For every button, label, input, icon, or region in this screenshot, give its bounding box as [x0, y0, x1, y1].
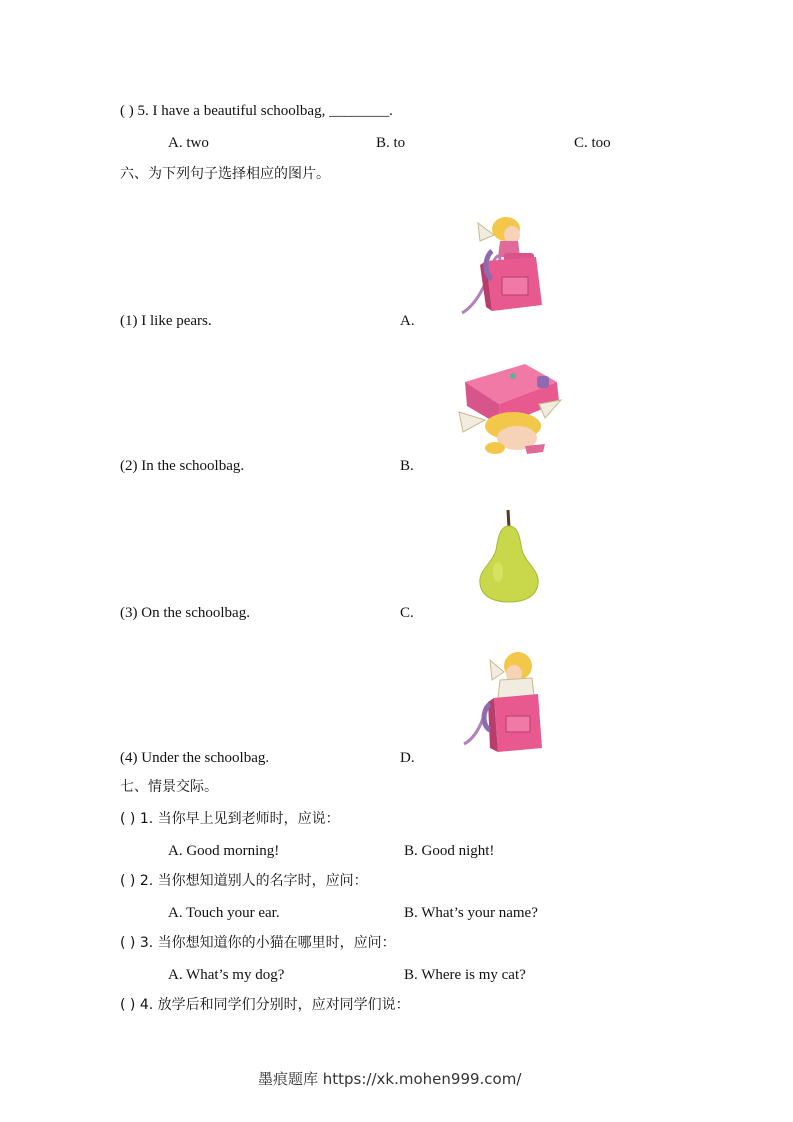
s6-sentence-1: (1) I like pears. — [120, 313, 212, 329]
s6-letter-b: B. — [400, 458, 414, 474]
fairy-in-schoolbag-icon — [456, 205, 556, 320]
s6-letter-d: D. — [400, 750, 415, 766]
s6-sentence-2: (2) In the schoolbag. — [120, 458, 245, 474]
question-5-stem: ( ) 5. I have a beautiful schoolbag, ________. — [120, 103, 393, 119]
s7-q2-option-b: B. What’s your name? — [404, 905, 538, 921]
s7-q2-stem: ( ) 2. 当你想知道别人的名字时，应问： — [120, 873, 368, 889]
s7-q1-option-a: A. Good morning! — [168, 843, 280, 859]
q5-option-a: A. two — [168, 135, 209, 151]
fairy-on-schoolbag-icon — [462, 648, 552, 758]
q5-option-b: B. to — [376, 135, 406, 151]
section-7-title: 七、情景交际。 — [120, 779, 218, 795]
s6-letter-c: C. — [400, 605, 414, 621]
q5-option-c: C. too — [574, 135, 611, 151]
s7-q3-option-a: A. What’s my dog? — [168, 967, 285, 983]
s7-q1-stem: ( ) 1. 当你早上见到老师时，应说： — [120, 811, 340, 827]
s6-sentence-3: (3) On the schoolbag. — [120, 605, 250, 621]
s6-letter-a: A. — [400, 313, 415, 329]
s7-q4-stem: ( ) 4. 放学后和同学们分别时，应对同学们说： — [120, 997, 410, 1013]
s7-q2-option-a: A. Touch your ear. — [168, 905, 280, 921]
fairy-under-schoolbag-icon — [455, 360, 565, 460]
section-6-title: 六、为下列句子选择相应的图片。 — [120, 166, 330, 182]
s7-q1-option-b: B. Good night! — [404, 843, 495, 859]
s7-q3-option-b: B. Where is my cat? — [404, 967, 526, 983]
s7-q3-stem: ( ) 3. 当你想知道你的小猫在哪里时，应问： — [120, 935, 396, 951]
pear-icon — [474, 508, 544, 604]
footer-watermark: 墨痕题库 https://xk.mohen999.com/ — [258, 1070, 522, 1088]
s6-sentence-4: (4) Under the schoolbag. — [120, 750, 270, 766]
